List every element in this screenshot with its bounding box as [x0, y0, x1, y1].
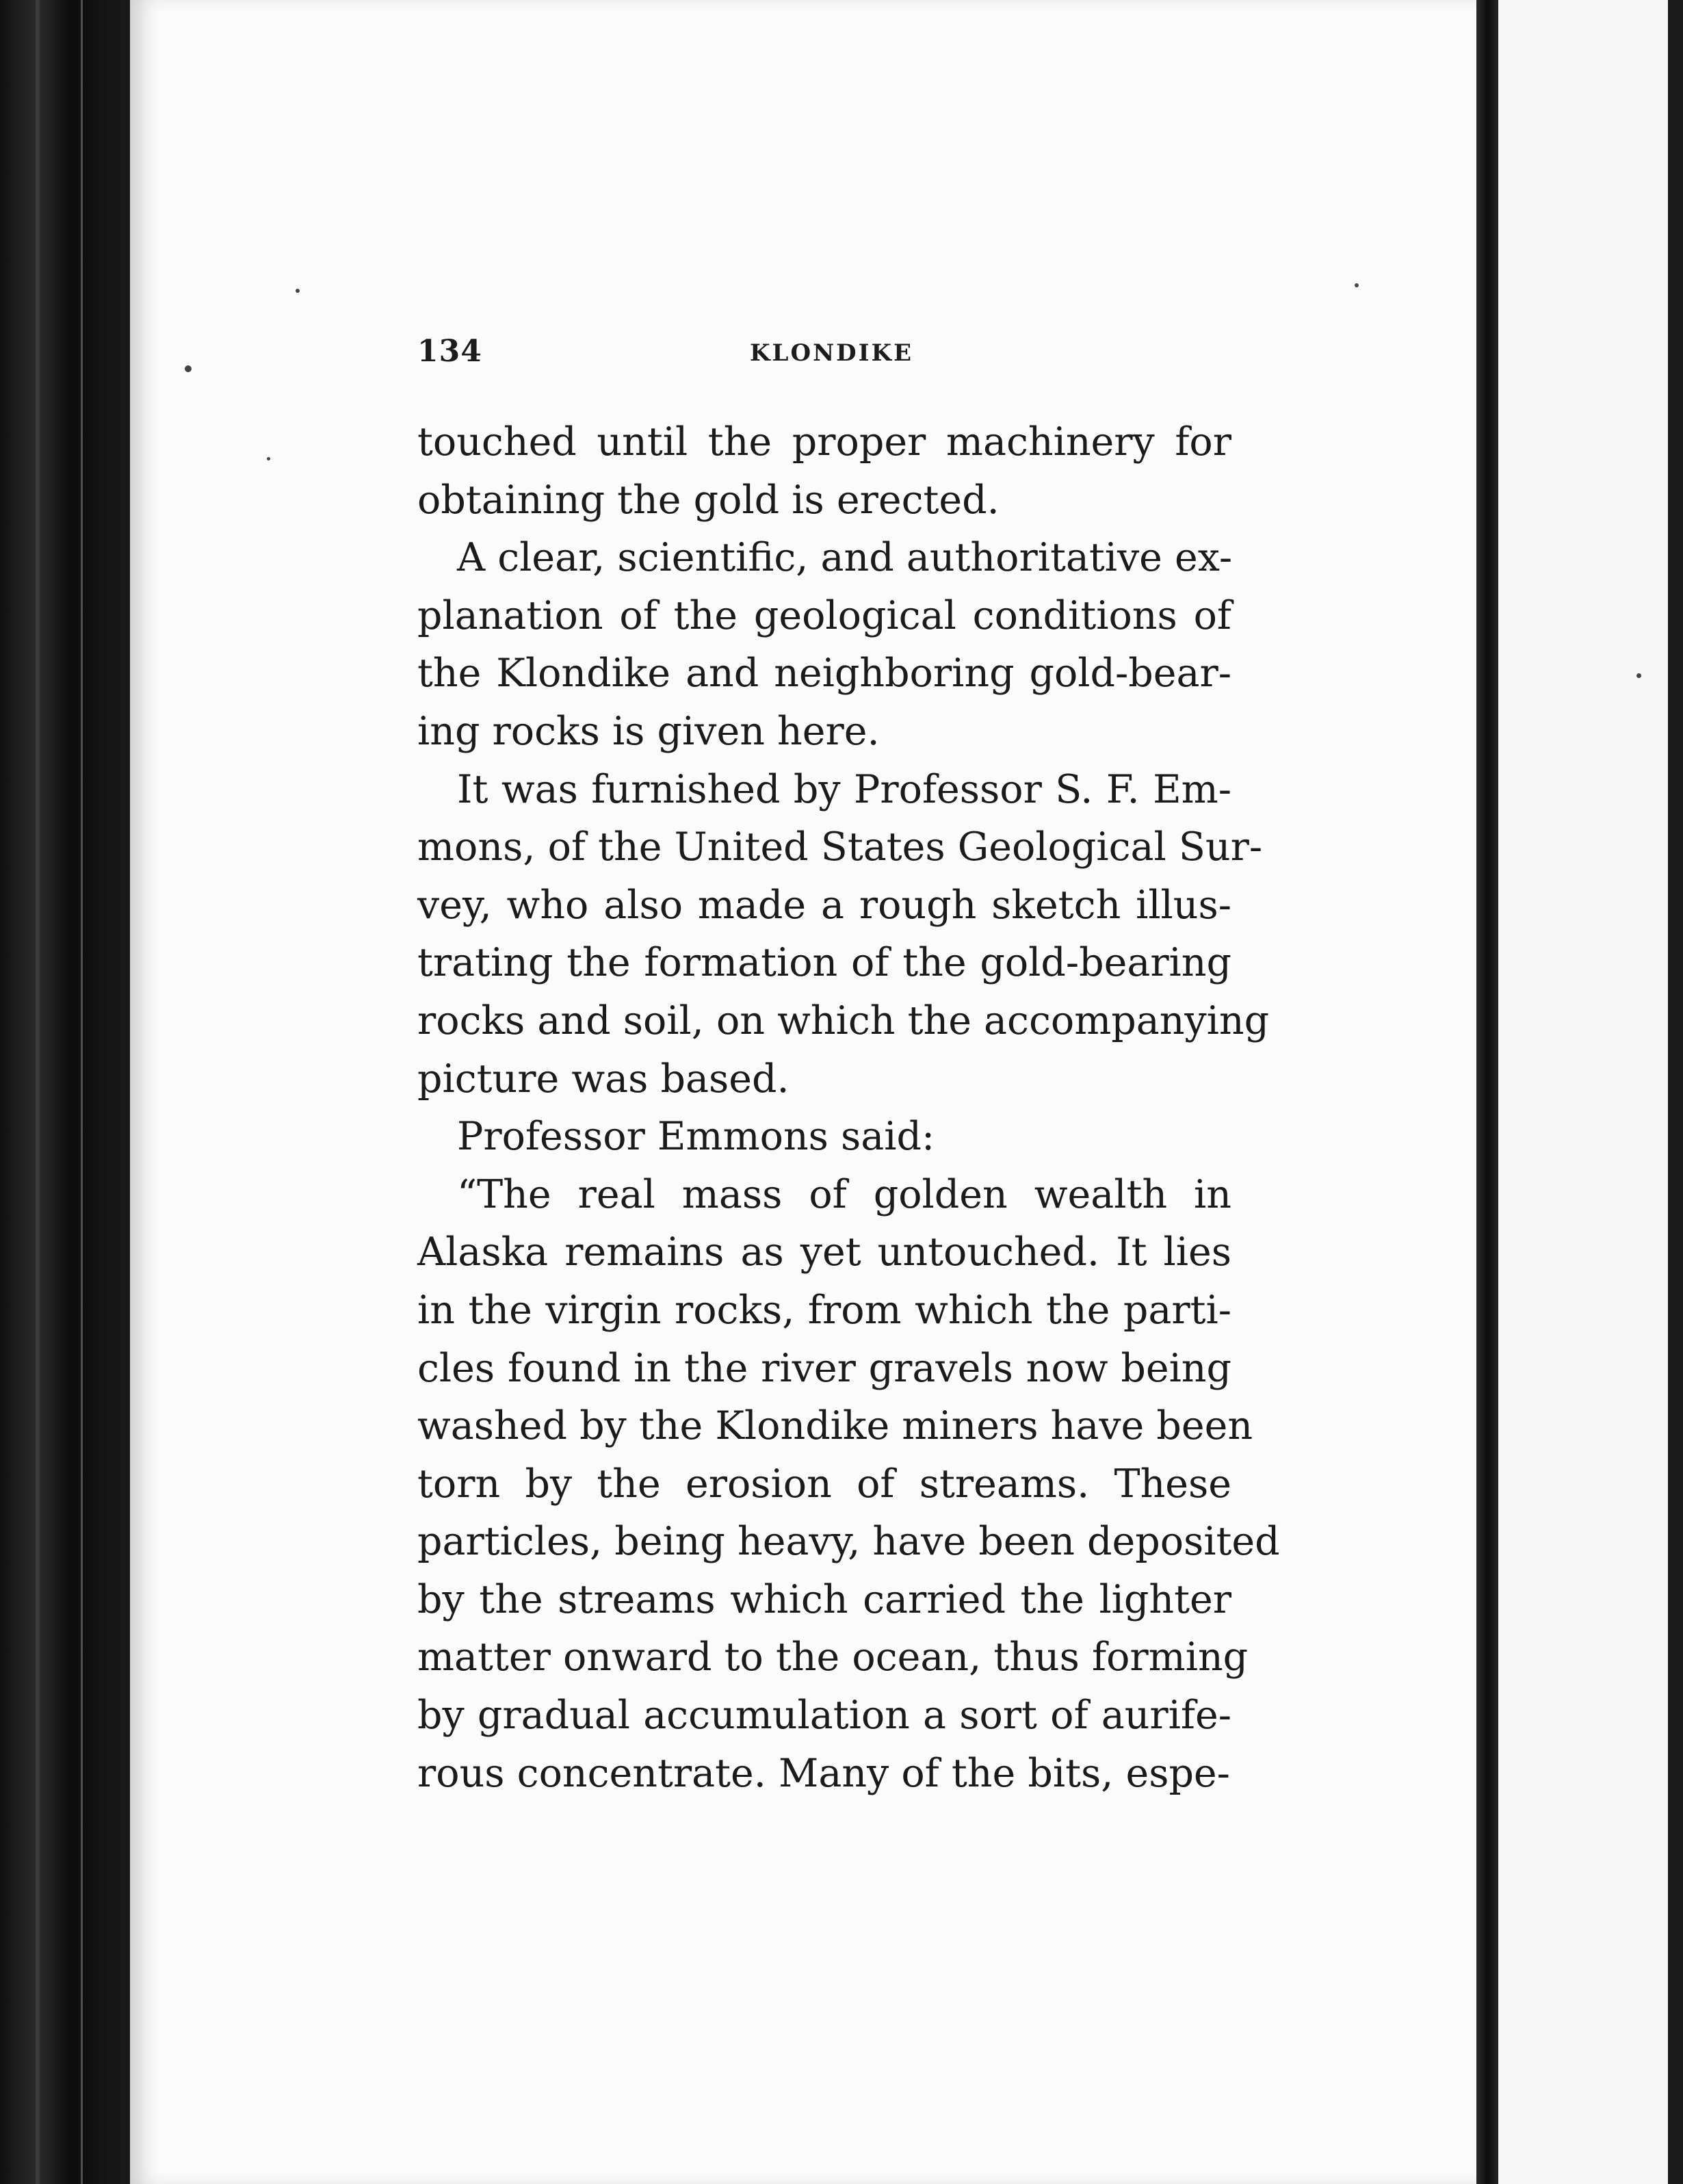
- text-line: “The real mass of golden wealth in: [457, 1171, 1231, 1217]
- text-line: in the virgin rocks, from which the parti-: [417, 1287, 1231, 1333]
- text-line: by gradual accumulation a sort of aurife-: [417, 1693, 1231, 1739]
- running-head: [417, 334, 1231, 375]
- text-line: Alaska remains as yet untouched. It lies: [417, 1230, 1231, 1275]
- scan-border-right: [1668, 0, 1683, 2184]
- text-line: rous concentrate. Many of the bits, espe-: [417, 1750, 1230, 1796]
- paragraph: [417, 1166, 1280, 1803]
- text-line: touched until the proper machinery for: [417, 419, 1231, 465]
- text-line: washed by the Klondike miners have been: [417, 1403, 1253, 1449]
- binding-line: [36, 0, 40, 2184]
- scan-border-left: [0, 0, 130, 2184]
- text-line: vey, who also made a rough sketch illus-: [417, 882, 1231, 928]
- paragraph: [417, 413, 1231, 529]
- text-line: the Klondike and neighboring gold-bear-: [417, 651, 1231, 697]
- text-line: by the streams which carried the lighter: [417, 1576, 1231, 1622]
- text-line: Professor Emmons said:: [457, 1114, 935, 1160]
- text-line: cles found in the river gravels now being: [417, 1345, 1231, 1391]
- dust-speck: [1355, 283, 1359, 287]
- facing-page-edge: [1498, 0, 1683, 2184]
- text-line: planation of the geological conditions of: [417, 593, 1231, 638]
- running-title: KLONDIKE: [750, 339, 914, 367]
- paragraph: [417, 529, 1231, 760]
- text-line: ing rocks is given here.: [417, 708, 880, 754]
- body-text: [417, 413, 1280, 1802]
- dust-speck: [185, 365, 192, 372]
- dust-speck: [267, 457, 270, 460]
- binding-line: [81, 0, 83, 2184]
- page-number: 134: [417, 334, 482, 369]
- text-line: matter onward to the ocean, thus forming: [417, 1635, 1249, 1680]
- paragraph: [417, 761, 1270, 1108]
- text-line: torn by the erosion of streams. These: [417, 1461, 1231, 1507]
- dust-speck: [296, 289, 300, 293]
- text-line: picture was based.: [417, 1056, 790, 1102]
- text-line: obtaining the gold is erected.: [417, 477, 1000, 523]
- dust-speck: [1636, 673, 1641, 678]
- paragraph: [417, 1108, 1231, 1166]
- text-line: trating the formation of the gold-bearing: [417, 940, 1231, 986]
- text-line: A clear, scientific, and authoritative ex-: [457, 535, 1233, 581]
- text-line: mons, of the United States Geological Sur-: [417, 824, 1263, 870]
- text-line: rocks and soil, on which the accompanying: [417, 998, 1270, 1043]
- page-gutter: [1476, 0, 1498, 2184]
- text-line: It was furnished by Professor S. F. Em-: [457, 766, 1231, 812]
- text-line: particles, being heavy, have been deposited: [417, 1519, 1280, 1565]
